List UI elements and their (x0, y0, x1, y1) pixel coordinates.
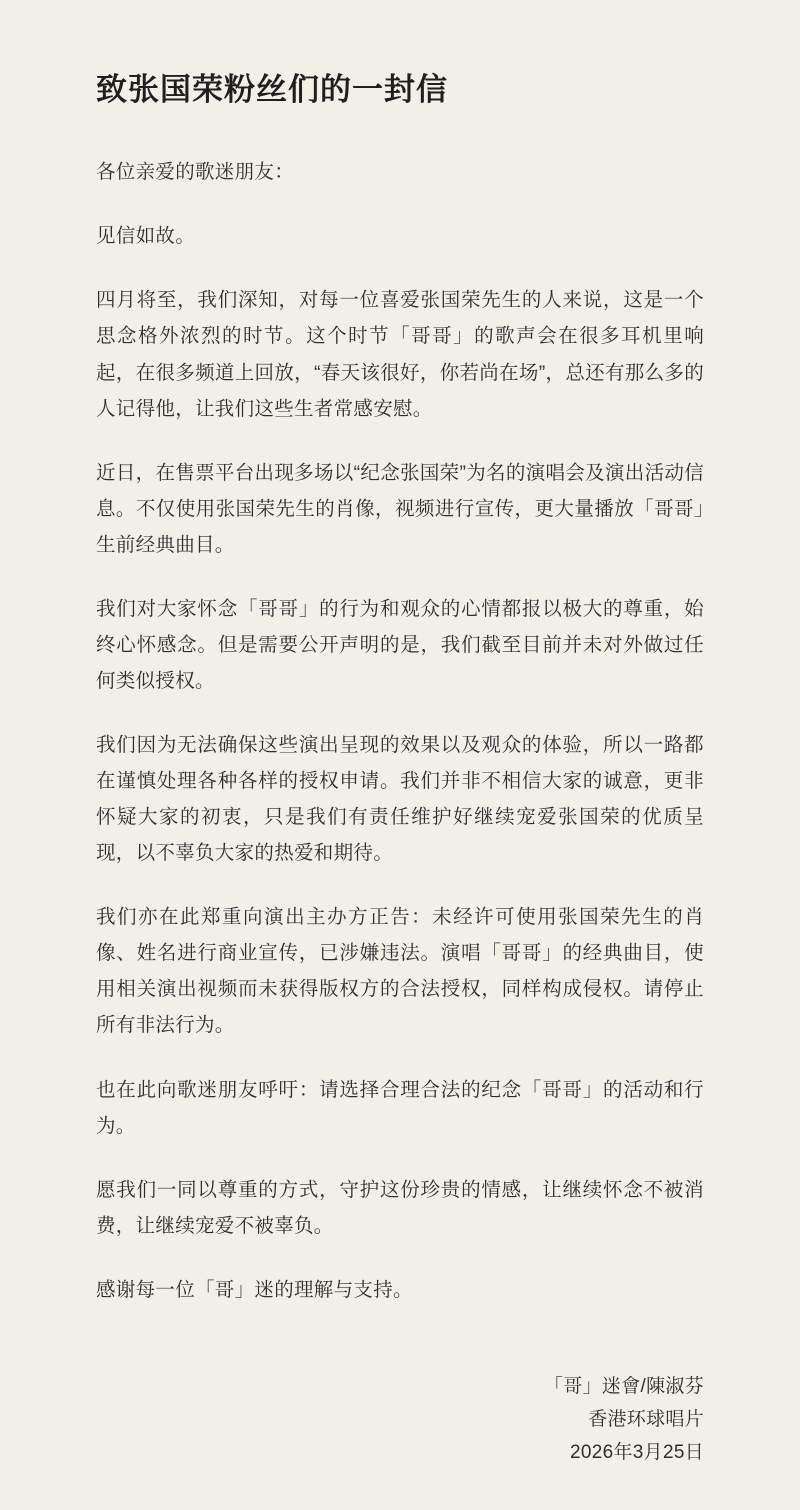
signature-organization: 香港环球唱片 (588, 1409, 704, 1431)
letter-paragraph: 我们因为无法确保这些演出呈现的效果以及观众的体验，所以一路都在谨慎处理各种各样的授权申请。我们并非不相信大家的诚意，更非怀疑大家的初衷，只是我们有责任维护好继续宠爱张国荣的优质呈现，以不辜负大家的热爱和期待。 (96, 734, 704, 865)
letter-paragraph: 愿我们一同以尊重的方式，守护这份珍贵的情感，让继续怀念不被消费，让继续宠爱不被辜负。 (96, 1178, 704, 1237)
letter-paragraph-salutation: 各位亲爱的歌迷朋友： (96, 161, 295, 184)
letter-paragraph-greeting: 见信如故。 (96, 225, 196, 248)
letter-paragraph-closing: 感谢每一位「哥」迷的理解与支持。 (96, 1278, 413, 1301)
letter-paragraph: 也在此向歌迷朋友呼吁：请选择合理合法的纪念「哥哥」的活动和行为。 (96, 1078, 704, 1137)
letter-body (96, 154, 704, 1308)
letter-paragraph: 我们亦在此郑重向演出主办方正告：未经许可使用张国荣先生的肖像、姓名进行商业宣传，已涉嫌违法。演唱「哥哥」的经典曲目，使用相关演出视频而未获得版权方的合法授权，同样构成侵权。请停止所有非法行为。 (96, 906, 704, 1037)
signature-date: 2026年3月25日 (570, 1442, 704, 1464)
signature-author: 「哥」迷會/陳淑芬 (544, 1375, 704, 1397)
signature-block (96, 1370, 704, 1470)
letter-paragraph: 近日，在售票平台出现多场以“纪念张国荣”为名的演唱会及演出活动信息。不仅使用张国荣先生的肖像，视频进行宣传，更大量播放「哥哥」生前经典曲目。 (96, 461, 704, 556)
letter-paragraph: 我们对大家怀念「哥哥」的行为和观众的心情都报以极大的尊重，始终心怀感念。但是需要公开声明的是，我们截至目前并未对外做过任何类似授权。 (96, 597, 704, 692)
letter-paragraph: 四月将至，我们深知，对每一位喜爱张国荣先生的人来说，这是一个思念格外浓烈的时节。这个时节「哥哥」的歌声会在很多耳机里响起，在很多频道上回放，“春天该很好，你若尚在场”，总还有那么多的人记得他，让我们这些生者常感安慰。 (96, 289, 704, 420)
page-title: 致张国荣粉丝们的一封信 (96, 72, 448, 107)
